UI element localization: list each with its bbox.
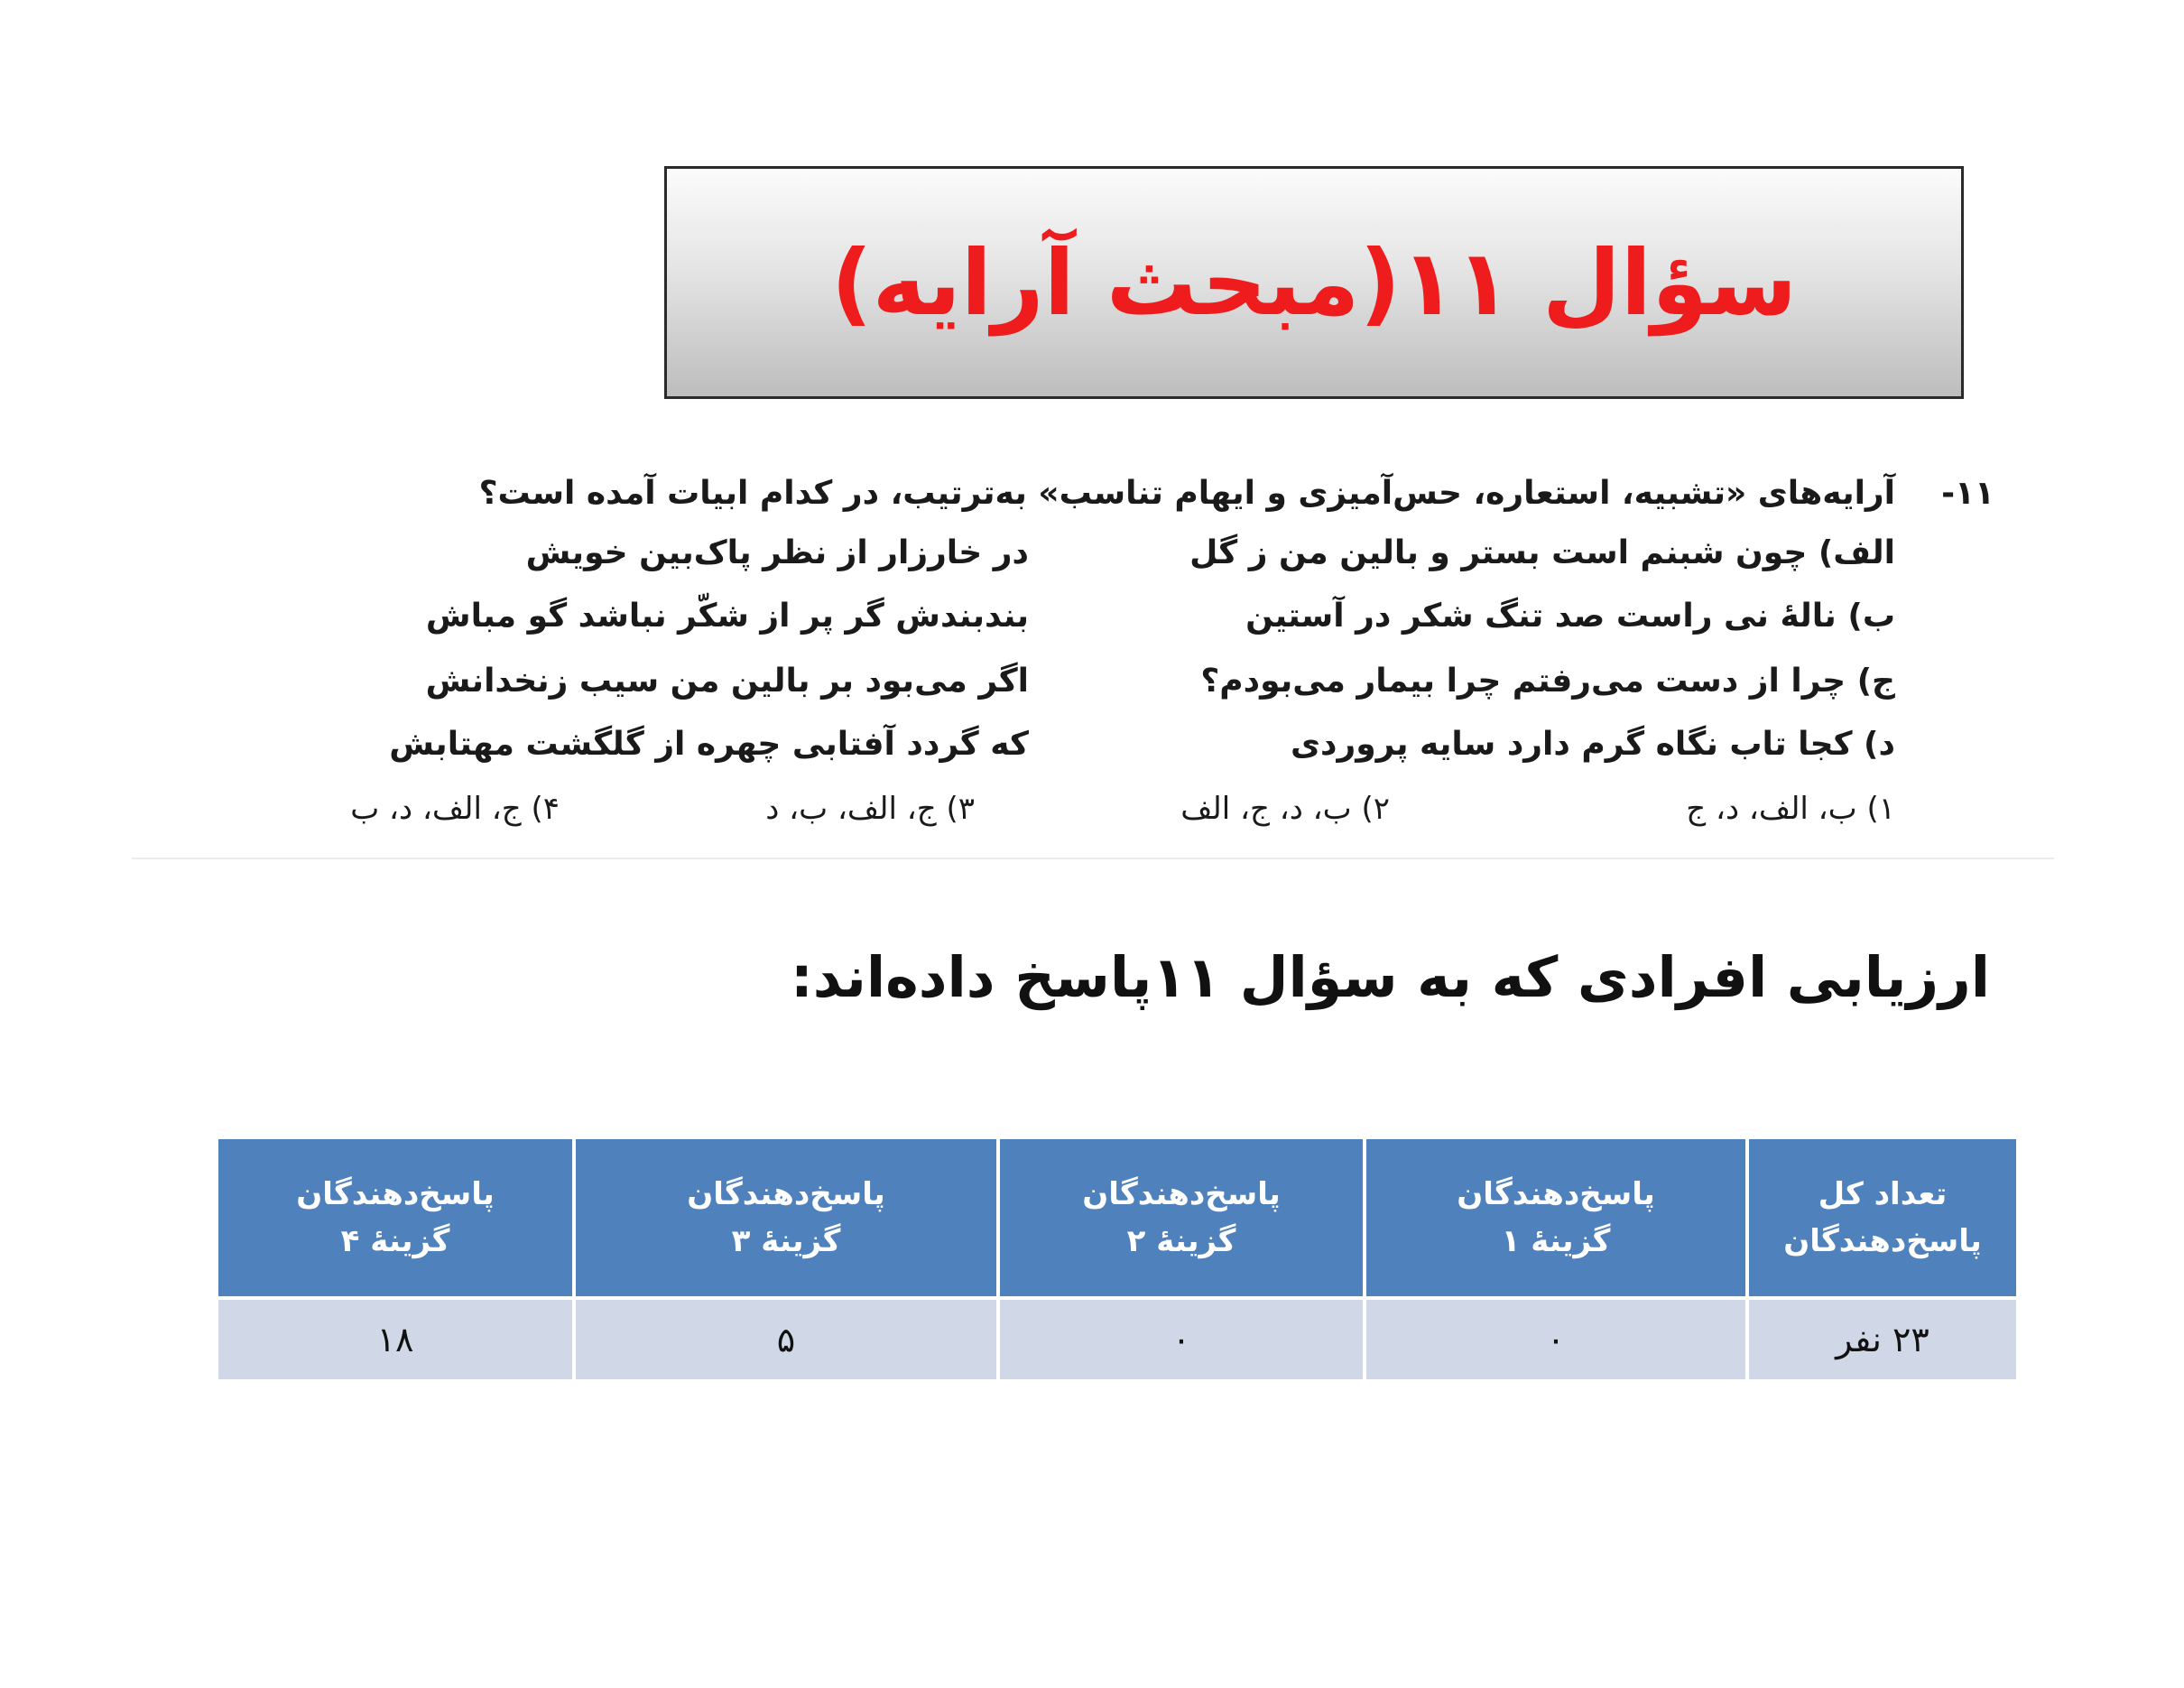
question-stem: آرایه‌های «تشبیه، استعاره، حس‌آمیزی و ایهام تناسب» به‌ترتیب، در کدام ابیات آمده است؟ — [478, 475, 1895, 512]
question-block — [244, 460, 1994, 850]
verse-b-second-hemistich: بندبندش گر پر از شکّر نباشد گو مباش — [425, 598, 1029, 635]
header-option-1-respondents — [1365, 1137, 1747, 1298]
header-option-3-respondents — [574, 1137, 998, 1298]
title-box — [664, 166, 1964, 399]
cell-option-2-count: ۰ — [998, 1298, 1365, 1381]
cell-option-1-count: ۰ — [1365, 1298, 1747, 1381]
section-heading: ارزیابی افرادی که به سؤال ۱۱پاسخ داده‌اند: — [791, 944, 1990, 1010]
divider — [132, 858, 2054, 859]
cell-total-respondents: ۲۳ نفر — [1747, 1298, 2018, 1381]
table-row — [217, 1298, 2018, 1381]
header-line: پاسخ‌دهندگان — [1457, 1176, 1655, 1212]
header-line: گزینهٔ ۴ — [340, 1223, 450, 1259]
header-line: پاسخ‌دهندگان — [687, 1176, 885, 1212]
verse-a-first-hemistich: الف) چون شبنم است بستر و بالین من ز گل — [1189, 534, 1895, 571]
table-header-row — [217, 1137, 2018, 1298]
cell-option-3-count: ۵ — [574, 1298, 998, 1381]
header-line: پاسخ‌دهندگان — [1783, 1223, 1982, 1259]
header-total-respondents — [1747, 1137, 2018, 1298]
answer-option-4: ۴) ج، الف، د، ب — [350, 791, 560, 827]
answer-option-3: ۳) ج، الف، ب، د — [765, 791, 975, 827]
header-option-2-respondents — [998, 1137, 1365, 1298]
header-line: پاسخ‌دهندگان — [296, 1176, 495, 1212]
results-table — [215, 1136, 2020, 1383]
header-option-4-respondents — [217, 1137, 574, 1298]
page-title: سؤال ۱۱(مبحث آرایه) — [830, 229, 1798, 336]
verse-d-first-hemistich: د) کجا تاب نگاه گرم دارد سایه پروردی — [1291, 726, 1895, 763]
verse-d-second-hemistich: که گردد آفتابی چهره از گلگشت مهتابش — [389, 726, 1029, 763]
header-line: تعداد کل — [1818, 1176, 1948, 1212]
header-line: گزینهٔ ۲ — [1126, 1223, 1236, 1259]
verse-c-second-hemistich: اگر می‌بود بر بالین من سیب زنخدانش — [425, 663, 1029, 700]
header-line: پاسخ‌دهندگان — [1082, 1176, 1281, 1212]
verse-c-first-hemistich: ج) چرا از دست می‌رفتم چرا بیمار می‌بودم؟ — [1200, 663, 1895, 700]
verse-b-first-hemistich: ب) نالهٔ نی راست صد تنگ شکر در آستین — [1245, 598, 1895, 635]
answer-option-2: ۲) ب، د، ج، الف — [1180, 791, 1390, 827]
header-line: گزینهٔ ۳ — [731, 1223, 841, 1259]
verse-a-second-hemistich: در خارزار از نظر پاک‌بین خویش — [525, 534, 1029, 571]
cell-option-4-count: ۱۸ — [217, 1298, 574, 1381]
question-number: ۱۱- — [1941, 475, 1994, 512]
header-line: گزینهٔ ۱ — [1501, 1223, 1611, 1259]
answer-option-1: ۱) ب، الف، د، ج — [1686, 791, 1895, 827]
